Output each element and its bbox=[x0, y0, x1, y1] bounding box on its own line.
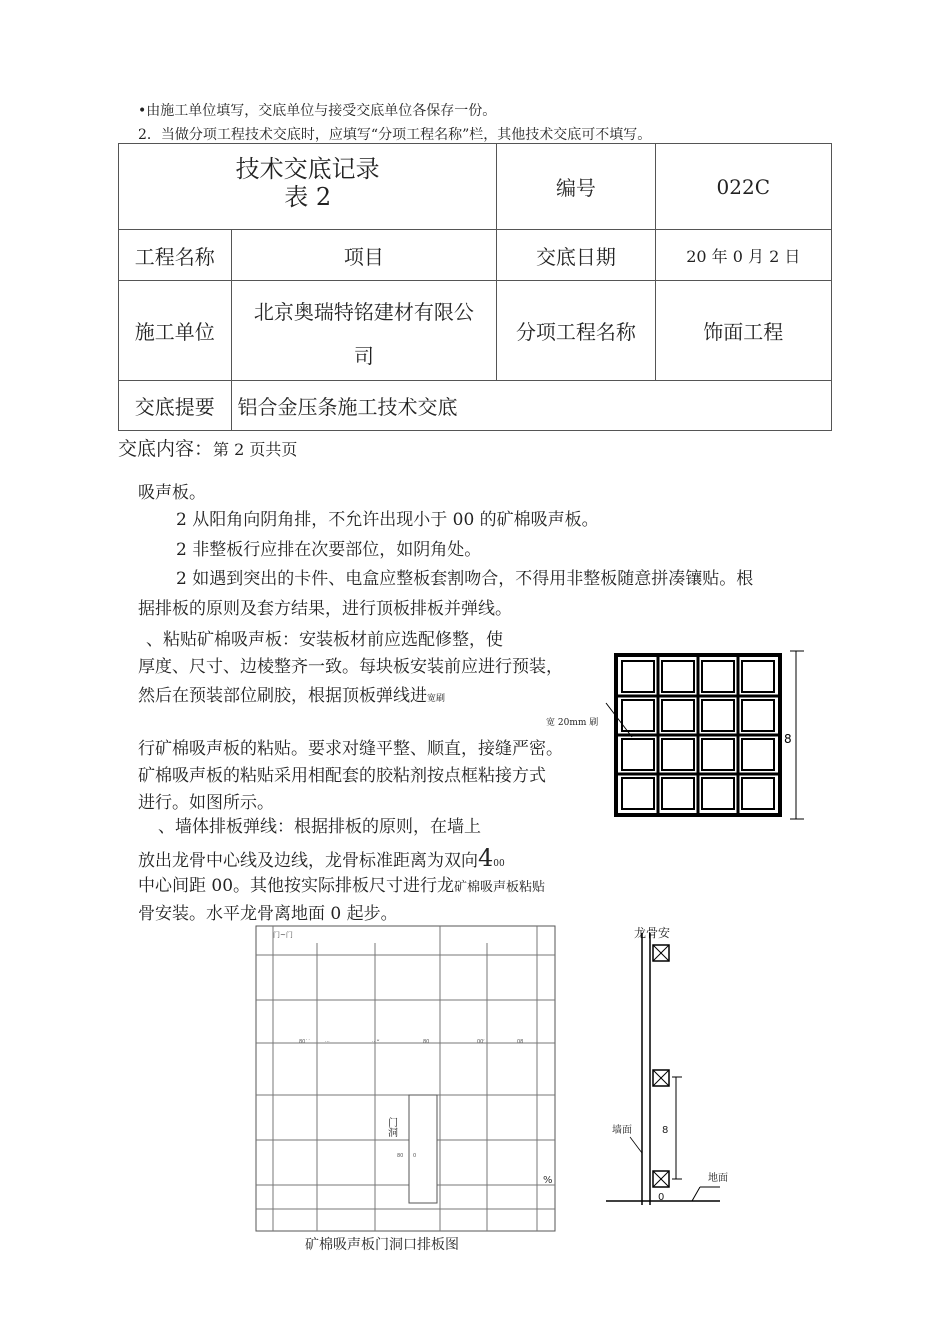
grid-panel-cell bbox=[742, 700, 774, 731]
grid-panel-cell bbox=[622, 778, 654, 809]
para-6c-text: 中心间距 00。其他按实际排板尺寸进行龙 bbox=[138, 876, 455, 896]
para-5e: 矿棉吸声板的粘贴采用相配套的胶粘剂按点框粘接方式 bbox=[138, 766, 546, 786]
note-line-1: •由施工单位填写，交底单位与接受交底单位各保存一份。 bbox=[138, 103, 497, 119]
grid-panel-cell bbox=[622, 739, 654, 770]
note-line-2: 2．当做分项工程技术交底时，应填写“分项工程名称”栏，其他技术交底可不填写。 bbox=[138, 127, 652, 143]
para-5a: 、粘贴矿棉吸声板：安装板材前应选配修整，使 bbox=[146, 630, 503, 650]
wall-layout-caption: 矿棉吸声板门洞口排板图 bbox=[305, 1237, 459, 1253]
unit-label: 施工单位 bbox=[119, 281, 232, 381]
wall-dim-2: ··· bbox=[325, 1039, 330, 1045]
grid-cells bbox=[616, 655, 780, 815]
para-6b bbox=[138, 844, 505, 872]
wall-section-figure bbox=[600, 925, 750, 1225]
unit-value-2: 司 bbox=[353, 343, 374, 368]
subproject-value: 饰面工程 bbox=[655, 281, 831, 381]
grid-panel-cell bbox=[742, 661, 774, 692]
unit-value-cell bbox=[231, 281, 497, 381]
grid-panel-cell bbox=[702, 700, 734, 731]
para-4b: 据排板的原则及套方结果，进行顶板排板并弹线。 bbox=[138, 599, 512, 619]
para-6c bbox=[138, 871, 545, 896]
section-zero-label: 0 bbox=[658, 1192, 665, 1203]
wall-dim-bottom-1: 80 bbox=[397, 1153, 404, 1159]
para-5c-small: 宽刷 bbox=[427, 694, 446, 704]
record-title-cell bbox=[119, 144, 497, 230]
date-label: 交底日期 bbox=[497, 230, 655, 281]
project-value: 项目 bbox=[231, 230, 497, 281]
section-wall-label: 墙面 bbox=[612, 1125, 632, 1136]
para-6d: 骨安装。水平龙骨离地面 0 起步。 bbox=[138, 904, 398, 924]
wall-dim-4: 80 bbox=[423, 1039, 430, 1045]
section-floor-label: 地面 bbox=[708, 1173, 728, 1184]
para-6b-text: 放出龙骨中心线及边线，龙骨标准距离为双向 bbox=[138, 851, 478, 871]
project-label: 工程名称 bbox=[119, 230, 232, 281]
section-top-label: 龙骨安 bbox=[634, 926, 671, 940]
para-5c-text: 然后在预装部位刷胶，根据顶板弹线进 bbox=[138, 686, 427, 706]
grid-panel-cell bbox=[702, 778, 734, 809]
para-4a: 2 如遇到突出的卡件、电盒应整板套割吻合，不得用非整板随意拼凑镶贴。根 bbox=[176, 569, 754, 589]
content-header bbox=[118, 434, 297, 461]
para-5d: 行矿棉吸声板的粘贴。要求对缝平整、顺直，接缝严密。 bbox=[138, 739, 563, 759]
para-6c-small: 矿棉吸声板粘贴 bbox=[454, 880, 546, 895]
wall-dim-bottom-2: 0 bbox=[413, 1153, 417, 1159]
wall-dim-1: 80˙˙ bbox=[299, 1039, 311, 1045]
grid-panel-cell bbox=[702, 661, 734, 692]
para-5c bbox=[138, 681, 445, 706]
grid-panel-cell bbox=[702, 739, 734, 770]
content-header-page: 第 2 页共页 bbox=[213, 440, 298, 459]
fig1-note: 宽 20mm 刷 bbox=[546, 718, 599, 728]
para-5f: 进行。如图所示。 bbox=[138, 793, 274, 813]
wall-dim-3: ·· ʷ bbox=[372, 1039, 380, 1045]
wall-dim-5: 00ʳ bbox=[477, 1039, 485, 1045]
unit-value-1: 北京奥瑞特铭建材有限公 bbox=[253, 299, 474, 324]
para-1: 吸声板。 bbox=[138, 483, 206, 503]
para-6a: 、墙体排板弹线：根据排板的原则，在墙上 bbox=[158, 817, 481, 837]
panel-grid-figure bbox=[600, 645, 825, 825]
grid-panel-cell bbox=[662, 661, 694, 692]
para-3: 2 非整板行应排在次要部位，如阴角处。 bbox=[176, 540, 482, 560]
record-table-no: 表 2 bbox=[284, 182, 332, 211]
grid-panel-cell bbox=[662, 778, 694, 809]
door-label: 门洞 bbox=[385, 1117, 397, 1137]
grid-panel-cell bbox=[742, 739, 774, 770]
record-table bbox=[118, 143, 832, 431]
grid-panel-cell bbox=[662, 739, 694, 770]
wall-percent: % bbox=[543, 1175, 553, 1186]
wall-top-label: 门~门 bbox=[273, 931, 293, 939]
grid-panel-cell bbox=[742, 778, 774, 809]
grid-leader-line bbox=[606, 703, 632, 737]
para-6b-big: 4 bbox=[478, 844, 494, 872]
grid-panel-cell bbox=[662, 700, 694, 731]
summary-label: 交底提要 bbox=[119, 381, 232, 431]
section-dim-label: 8 bbox=[662, 1125, 669, 1136]
content-header-label: 交底内容： bbox=[118, 438, 214, 460]
subproject-label: 分项工程名称 bbox=[497, 281, 655, 381]
grid-dim-label: 8 bbox=[784, 732, 792, 746]
door-opening bbox=[409, 1095, 437, 1203]
number-value: 022C bbox=[655, 144, 831, 230]
grid-panel-cell bbox=[622, 700, 654, 731]
para-2: 2 从阳角向阴角排，不允许出现小于 00 的矿棉吸声板。 bbox=[176, 510, 599, 530]
para-5b: 厚度、尺寸、边棱整齐一致。每块板安装前应进行预装， bbox=[138, 657, 563, 677]
summary-value: 铝合金压条施工技术交底 bbox=[231, 381, 831, 431]
number-label: 编号 bbox=[497, 144, 655, 230]
record-title: 技术交底记录 bbox=[235, 154, 380, 183]
wall-dim-6: 08 bbox=[517, 1039, 524, 1045]
grid-panel-cell bbox=[622, 661, 654, 692]
date-value: 20 年 0 月 2 日 bbox=[655, 230, 831, 281]
para-6b-small: 00 bbox=[493, 859, 505, 869]
